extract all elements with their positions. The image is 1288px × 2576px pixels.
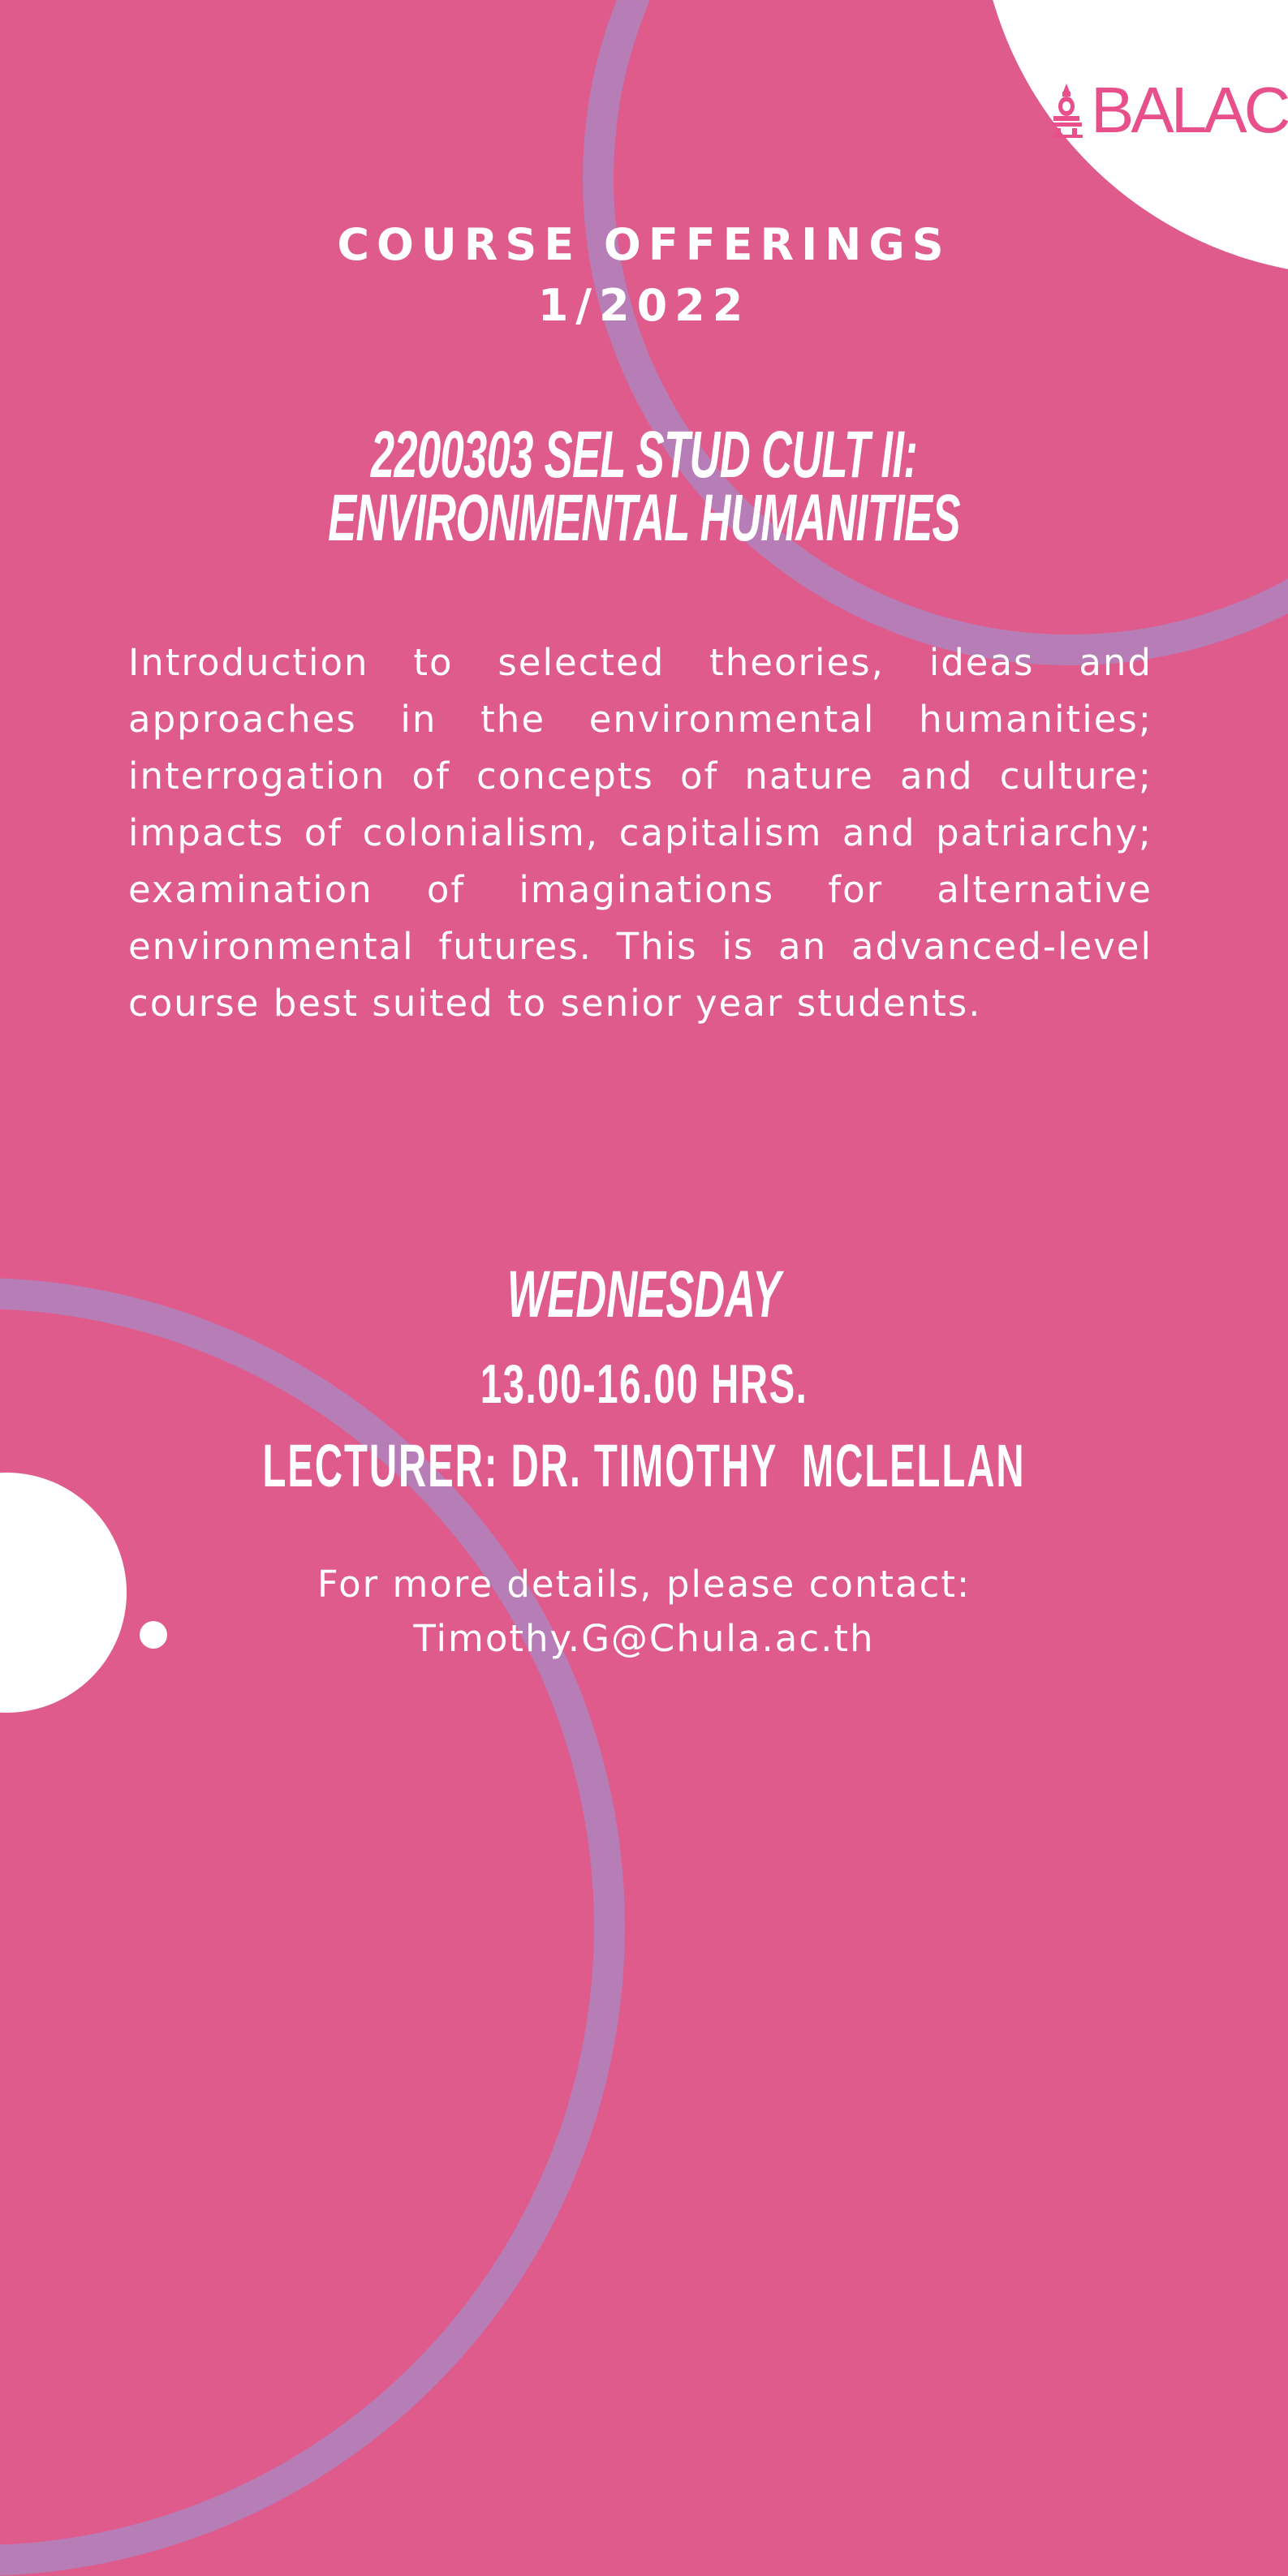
university-crest-icon — [1049, 82, 1084, 139]
course-description: Introduction to selected theories, ideas and approaches in the environmental humanities; interrogation of concepts of nature and culture; impacts of colonialism, capitalism and patriarchy; examination of imaginations for alternative environmental futures. This is an advanced-level course best suited to senior year students. — [128, 641, 1152, 1025]
balac-logo — [1049, 74, 1288, 146]
page-heading: COURSE OFFERINGS — [337, 219, 951, 270]
lecturer-name: LECTURER: DR. TIMOTHY MCLELLAN — [262, 1432, 1026, 1499]
contact-prompt: For more details, please contact: — [317, 1563, 971, 1606]
logo-text: BALAC — [1091, 74, 1288, 146]
schedule-day: WEDNESDAY — [506, 1258, 782, 1331]
contact-email[interactable]: Timothy.G@Chula.ac.th — [413, 1617, 875, 1660]
semester-label: 1/2022 — [537, 280, 751, 331]
course-title-line2: ENVIRONMENTAL HUMANITIES — [328, 481, 960, 555]
schedule-time: 13.00-16.00 HRS. — [480, 1353, 808, 1415]
course-title-line1: 2200303 SEL STUD CULT II: — [370, 418, 918, 492]
